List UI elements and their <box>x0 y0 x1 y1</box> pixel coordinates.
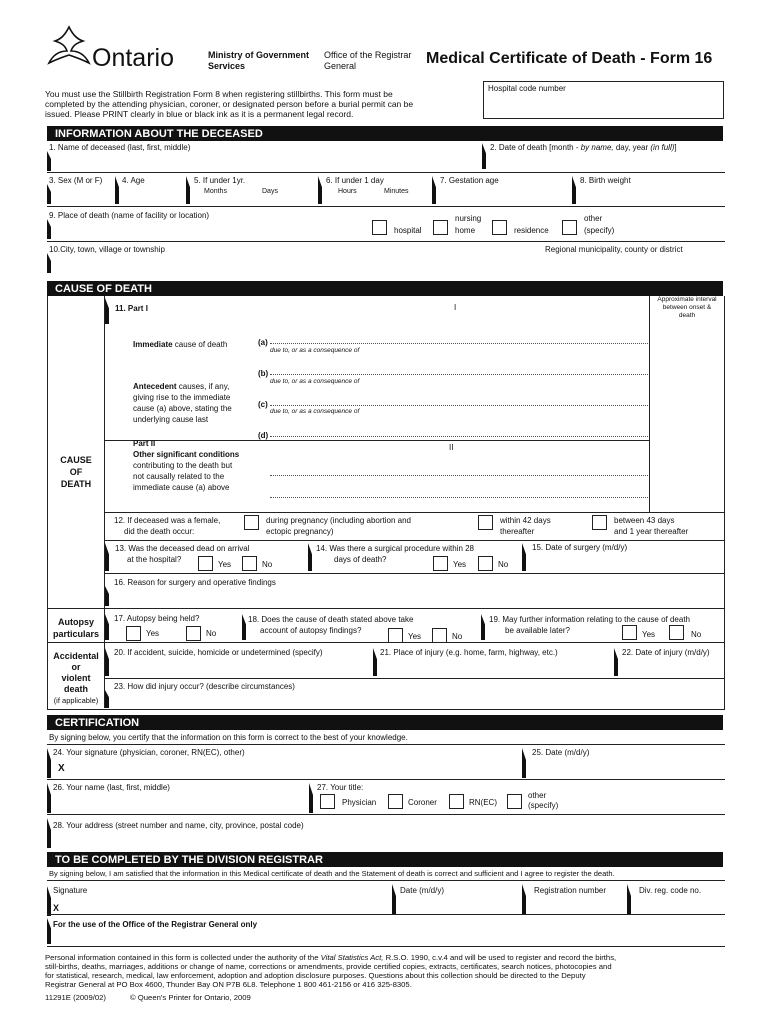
field-13-label: 13. Was the deceased dead on arrival at the hospital? <box>115 544 250 564</box>
hospital-code-label: Hospital code number <box>488 84 566 93</box>
ontario-wordmark: Ontario <box>92 44 174 72</box>
other-label: other <box>584 214 603 223</box>
doa-no-label: No <box>262 560 273 569</box>
field-20-label: 20. If accident, suicide, homicide or undetermined (specify) <box>114 648 323 657</box>
field-28-label: 28. Your address (street number and name, city, province, postal code) <box>53 821 304 830</box>
field-3-label: 3. Sex (M or F) <box>49 176 103 185</box>
field-14-label: 14. Was there a surgical procedure within 28 days of death? <box>316 544 475 564</box>
physician-checkbox[interactable] <box>320 794 335 809</box>
surgery-no-label: No <box>498 560 509 569</box>
registrar-signature-label: Signature <box>53 886 88 895</box>
doa-no-checkbox[interactable] <box>242 556 257 571</box>
hospital-code-field[interactable] <box>483 81 724 119</box>
form-title: Medical Certificate of Death - Form 16 <box>426 50 713 67</box>
cause-section-heading: CAUSE OF DEATH <box>47 281 723 296</box>
footer-line-1: Personal information contained in this form is collected under the authority of the Vital Statistics Act, R.S.O. 1990, c.v.4 and will be used to register and record the births, <box>45 953 617 962</box>
field-15-label: 15. Date of surgery (m/d/y) <box>532 543 628 552</box>
registrar-heading: TO BE COMPLETED BY THE DIVISION REGISTRAR <box>47 852 723 867</box>
field-5-label: 5. If under 1yr. <box>194 176 246 185</box>
field-6-hours: Hours <box>338 188 357 195</box>
registration-number-label: Registration number <box>534 886 607 895</box>
residence-checkbox[interactable] <box>492 220 507 235</box>
field-1-label: 1. Name of deceased (last, first, middle) <box>49 143 191 152</box>
intro-line-3: issued. Please PRINT clearly in blue or black ink as it is a permanent legal record. <box>45 109 354 119</box>
specify-label: (specify) <box>584 226 615 235</box>
field-23-label: 23. How did injury occur? (describe circumstances) <box>114 682 295 691</box>
certification-heading: CERTIFICATION <box>47 715 723 730</box>
physician-label: Physician <box>342 798 377 807</box>
footer-line-4: Registrar General at PO Box 4600, Thunder Bay ON P7B 6L8. Telephone 1 800 461-2156 or 416 325-8305. <box>45 980 412 989</box>
within-42-days-checkbox[interactable] <box>478 515 493 530</box>
field-27-label: 27. Your title: <box>317 783 364 792</box>
roman-two: II <box>449 443 454 452</box>
surgery-yes-label: Yes <box>453 560 467 569</box>
due-c: due to, or as a consequence of <box>270 408 360 415</box>
registrar-intro: By signing below, I am satisfied that the information in this Medical certificate of death and the Statement of death is correct and sufficient and I agree to register the death. <box>49 869 615 878</box>
field-12-label: 12. If deceased was a female, did the death occur: <box>114 516 221 536</box>
div-reg-code-label: Div. reg. code no. <box>639 886 702 895</box>
field-16-label: 16. Reason for surgery and operative findings <box>114 578 276 587</box>
during-pregnancy-label: during pregnancy (including abortion and ectopic pregnancy) <box>266 516 411 536</box>
home-label: home <box>455 226 476 235</box>
autopsy-no-checkbox[interactable] <box>186 626 201 641</box>
due-b: due to, or as a consequence of <box>270 378 360 385</box>
part-1-label: 11. Part I <box>115 304 148 313</box>
info-later-no-label: No <box>691 630 702 639</box>
between-43-days-checkbox[interactable] <box>592 515 607 530</box>
surgery-no-checkbox[interactable] <box>478 556 493 571</box>
due-a: due to, or as a consequence of <box>270 347 360 354</box>
info-later-no-checkbox[interactable] <box>669 625 684 640</box>
field-7-label: 7. Gestation age <box>440 176 499 185</box>
signature-x: X <box>58 763 65 774</box>
field-22-label: 22. Date of injury (m/d/y) <box>622 648 710 657</box>
residence-label: residence <box>514 226 549 235</box>
autopsy-side-label: Autopsy particulars <box>52 617 100 639</box>
line-c-label: (c) <box>258 400 268 409</box>
field-21-label: 21. Place of injury (e.g. home, farm, highway, etc.) <box>380 648 558 657</box>
findings-no-label: No <box>452 632 463 641</box>
field-2-marker <box>482 143 486 169</box>
intro-line-1: You must use the Stillbirth Registration Form 8 when registering stillbirths. This form must be <box>45 89 393 99</box>
coroner-checkbox[interactable] <box>388 794 403 809</box>
nursing-label: nursing <box>455 214 482 223</box>
registrar-signature-x: X <box>53 903 60 913</box>
line-b-label: (b) <box>258 369 269 378</box>
surgery-yes-checkbox[interactable] <box>433 556 448 571</box>
line-a-label: (a) <box>258 338 268 347</box>
registrar-office-label: For the use of the Office of the Registrar General only <box>53 920 258 929</box>
other-title-label: other <box>528 791 547 800</box>
line-d-label: (d) <box>258 431 269 440</box>
regional-label: Regional municipality, county or district <box>545 245 683 254</box>
coroner-label: Coroner <box>408 798 437 807</box>
field-8-label: 8. Birth weight <box>580 176 631 185</box>
field-18-label: 18. Does the cause of death stated above take account of autopsy findings? <box>248 615 414 635</box>
within-42-label: within 42 days thereafter <box>500 516 551 536</box>
field-19-label: 19. May further information relating to the cause of death be available later? <box>489 615 691 635</box>
footer-line-3: for statistical, research, medical, law enforcement, adoption and adoption disclosure purposes. Questions about this collection should be directed to the Deputy <box>45 971 586 980</box>
autopsy-yes-checkbox[interactable] <box>126 626 141 641</box>
office-name: Office of the Registrar General <box>324 50 412 71</box>
form-code: 11291E (2009/02) <box>45 993 106 1002</box>
field-1-marker <box>47 151 51 171</box>
field-6-label: 6. If under 1 day <box>326 176 384 185</box>
field-5-months: Months <box>204 188 227 195</box>
rnec-label: RN(EC) <box>469 798 497 807</box>
field-24-label: 24. Your signature (physician, coroner, RN(EC), other) <box>53 748 245 757</box>
findings-yes-checkbox[interactable] <box>388 628 403 643</box>
doa-yes-label: Yes <box>218 560 232 569</box>
field-25-label: 25. Date (m/d/y) <box>532 748 590 757</box>
intro-line-2: completed by the attending physician, coroner, or designated person before a burial permit can be <box>45 99 414 109</box>
rnec-checkbox[interactable] <box>449 794 464 809</box>
antecedent-label: Antecedent causes, if any, giving rise to the immediate cause (a) above, stating the underlying cause last <box>133 382 232 424</box>
other-title-checkbox[interactable] <box>507 794 522 809</box>
cause-side-label: CAUSE OF DEATH <box>60 455 92 489</box>
field-17-label: 17. Autopsy being held? <box>114 614 200 623</box>
field-9-label: 9. Place of death (name of facility or location) <box>49 211 210 220</box>
field-2-label: 2. Date of death [month - by name, day, year (in full)] <box>490 143 677 152</box>
accidental-side-label: Accidental or violent death (if applicable) <box>53 651 99 705</box>
ministry-name: Ministry of Government Services <box>208 50 310 71</box>
hospital-label: hospital <box>394 226 422 235</box>
between-43-label: between 43 days and 1 year thereafter <box>614 516 689 536</box>
trillium-logo-icon <box>45 25 93 67</box>
autopsy-yes-label: Yes <box>146 629 160 638</box>
field-10-label: 10.City, town, village or township <box>49 245 165 254</box>
footer-line-2: still-births, deaths, marriages, additions or change of name, corrections or amendments, provide certified copies, extracts, certificates, search notices, photocopies and <box>45 962 612 971</box>
autopsy-no-label: No <box>206 629 217 638</box>
nursing-home-checkbox[interactable] <box>433 220 448 235</box>
findings-yes-label: Yes <box>408 632 422 641</box>
findings-no-checkbox[interactable] <box>432 628 447 643</box>
during-pregnancy-checkbox[interactable] <box>244 515 259 530</box>
doa-yes-checkbox[interactable] <box>198 556 213 571</box>
roman-one: I <box>454 303 457 312</box>
field-26-label: 26. Your name (last, first, middle) <box>53 783 170 792</box>
field-6-minutes: Minutes <box>384 188 409 195</box>
other-title-specify: (specify) <box>528 801 559 810</box>
field-4-label: 4. Age <box>122 176 145 185</box>
info-later-yes-checkbox[interactable] <box>622 625 637 640</box>
hospital-checkbox[interactable] <box>372 220 387 235</box>
interval-label: Approximate interval between onset & death <box>657 296 717 319</box>
other-place-checkbox[interactable] <box>562 220 577 235</box>
copyright: © Queen's Printer for Ontario, 2009 <box>130 993 251 1002</box>
registrar-date-label: Date (m/d/y) <box>400 886 445 895</box>
info-later-yes-label: Yes <box>642 630 656 639</box>
part-2-label: Part II Other significant conditions contributing to the death but not causally related to the immediate cause (a) above <box>133 439 240 492</box>
certification-intro: By signing below, you certify that the information on this form is correct to the best of your knowledge. <box>49 733 408 742</box>
immediate-label: Immediate cause of death <box>133 340 228 349</box>
field-5-days: Days <box>262 188 278 195</box>
deceased-section-heading: INFORMATION ABOUT THE DECEASED <box>47 126 723 141</box>
